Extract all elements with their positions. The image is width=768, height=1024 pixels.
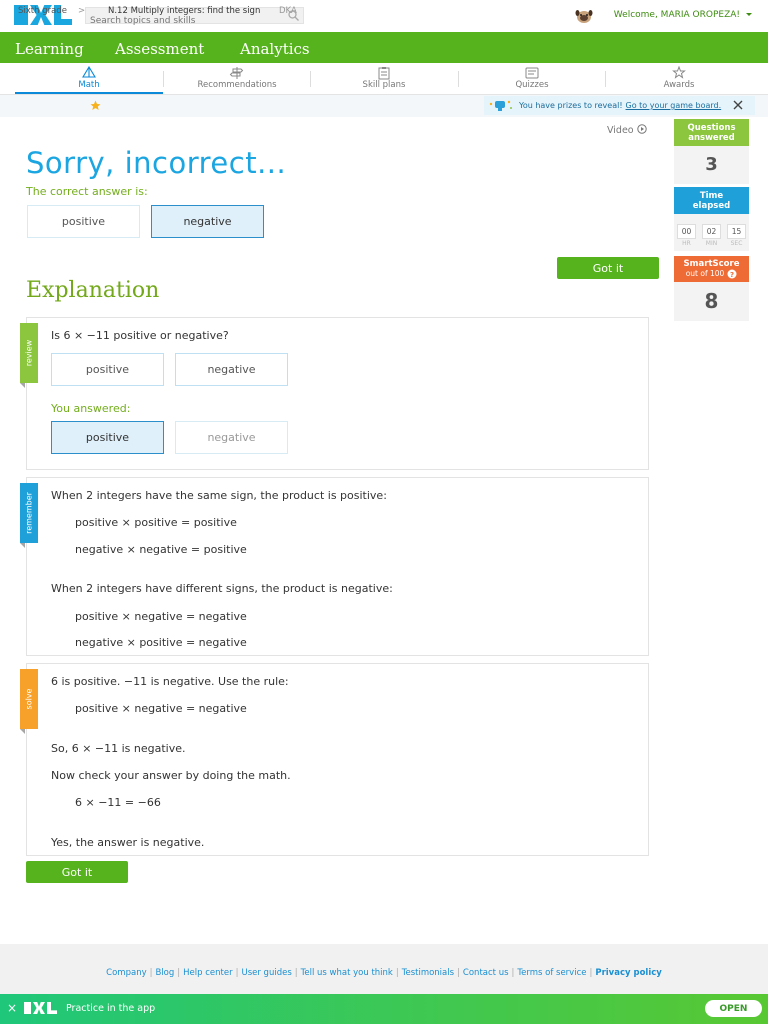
solve-tag bbox=[20, 669, 38, 729]
got-it-button-bottom[interactable]: Got it bbox=[26, 861, 128, 883]
app-banner-close-icon[interactable]: × bbox=[7, 1001, 18, 1015]
answer-option-negative: negative bbox=[151, 205, 264, 238]
rule-same-sign: When 2 integers have the same sign, the product is positive: bbox=[51, 489, 387, 502]
time-elapsed-text: Time elapsed bbox=[692, 190, 731, 211]
footer-separator: | bbox=[395, 968, 399, 978]
footer-link-feedback[interactable]: Tell us what you think bbox=[300, 968, 393, 978]
subtab-quizzes[interactable] bbox=[458, 63, 606, 94]
rule-equation: negative × negative = positive bbox=[75, 543, 247, 556]
solve-equation: positive × negative = negative bbox=[75, 702, 247, 715]
smartscore-label: SmartScore bbox=[683, 259, 740, 269]
trophy-icon bbox=[487, 98, 515, 114]
welcome-text: Welcome, MARIA OROPEZA! bbox=[613, 10, 740, 20]
game-board-link[interactable]: Go to your game board. bbox=[625, 101, 722, 110]
welcome-menu[interactable] bbox=[614, 10, 754, 20]
subtab-awards[interactable] bbox=[605, 63, 753, 94]
questions-answered-value: 3 bbox=[674, 146, 749, 184]
solve-step: So, 6 × −11 is negative. bbox=[51, 742, 186, 755]
quiz-icon bbox=[524, 66, 540, 80]
tab-assessment[interactable]: Assessment bbox=[115, 40, 205, 58]
subtab-label: Recommendations bbox=[197, 80, 277, 90]
questions-answered-label bbox=[674, 119, 749, 146]
remember-card bbox=[26, 477, 649, 656]
got-it-button-top[interactable]: Got it bbox=[557, 257, 659, 279]
breadcrumb-separator: > bbox=[78, 6, 86, 16]
footer-link-terms[interactable]: Terms of service bbox=[517, 968, 587, 978]
solve-step: Now check your answer by doing the math. bbox=[51, 769, 291, 782]
solve-equation: 6 × −11 = −66 bbox=[75, 796, 161, 809]
timer-unit: SEC bbox=[730, 240, 743, 247]
footer-link-user-guides[interactable]: User guides bbox=[241, 968, 292, 978]
top-bar bbox=[0, 0, 768, 32]
solve-step: 6 is positive. −11 is negative. Use the rule: bbox=[51, 675, 289, 688]
timer-hours: 00 bbox=[677, 224, 696, 239]
smartscore-sub: out of 100 bbox=[685, 269, 725, 278]
award-icon bbox=[671, 66, 687, 80]
footer-link-privacy[interactable]: Privacy policy bbox=[595, 968, 662, 978]
solve-conclusion: Yes, the answer is negative. bbox=[51, 836, 205, 849]
answer-option-positive: positive bbox=[27, 205, 140, 238]
prize-banner bbox=[484, 96, 755, 115]
subtab-label: Quizzes bbox=[515, 80, 549, 90]
video-link[interactable] bbox=[607, 124, 647, 136]
prize-text: You have prizes to reveal! bbox=[519, 101, 623, 110]
subtab-label: Skill plans bbox=[362, 80, 406, 90]
subtab-skill-plans[interactable] bbox=[310, 63, 458, 94]
pyramid-icon bbox=[81, 66, 97, 80]
footer-separator: | bbox=[511, 968, 515, 978]
play-icon bbox=[637, 124, 647, 134]
explanation-title: Explanation bbox=[26, 278, 160, 303]
star-icon[interactable] bbox=[90, 100, 101, 111]
footer-link-contact[interactable]: Contact us bbox=[462, 968, 509, 978]
open-app-button[interactable]: OPEN bbox=[705, 1000, 762, 1017]
timer-unit: HR bbox=[682, 240, 691, 247]
skill-code: DKA bbox=[279, 6, 297, 16]
footer-link-testimonials[interactable]: Testimonials bbox=[401, 968, 455, 978]
footer-link-blog[interactable]: Blog bbox=[155, 968, 175, 978]
smartscore-value: 8 bbox=[674, 282, 749, 321]
time-elapsed-label bbox=[674, 187, 749, 214]
questions-answered-text: Questions answered bbox=[687, 122, 736, 143]
review-option-positive: positive bbox=[51, 353, 164, 386]
remember-tag-label: remember bbox=[24, 492, 34, 534]
tab-learning[interactable]: Learning bbox=[15, 40, 84, 58]
your-answer-positive: positive bbox=[51, 421, 164, 454]
footer-separator: | bbox=[457, 968, 460, 978]
sub-nav bbox=[0, 63, 768, 95]
review-option-negative: negative bbox=[175, 353, 288, 386]
solve-card bbox=[26, 663, 649, 856]
timer-seconds: 15 bbox=[727, 224, 746, 239]
subtab-label: Math bbox=[78, 80, 100, 90]
review-question: Is 6 × −11 positive or negative? bbox=[51, 329, 229, 342]
timer-unit: MIN bbox=[705, 240, 718, 247]
close-icon[interactable] bbox=[733, 100, 743, 110]
subtab-recommendations[interactable] bbox=[163, 63, 311, 94]
avatar[interactable] bbox=[573, 6, 595, 24]
help-icon[interactable] bbox=[727, 269, 737, 279]
tab-analytics[interactable]: Analytics bbox=[240, 40, 310, 58]
footer-link-company[interactable]: Company bbox=[106, 968, 147, 978]
rule-equation: positive × positive = positive bbox=[75, 516, 237, 529]
footer-separator: | bbox=[149, 968, 153, 978]
you-answered-label: You answered: bbox=[51, 402, 131, 415]
footer-separator: | bbox=[177, 968, 181, 978]
correct-answer-label: The correct answer is: bbox=[26, 185, 148, 198]
smartscore-header bbox=[674, 256, 749, 282]
rule-equation: negative × positive = negative bbox=[75, 636, 247, 649]
rule-equation: positive × negative = negative bbox=[75, 610, 247, 623]
chevron-down-icon bbox=[744, 11, 754, 19]
svg-text:?: ? bbox=[730, 270, 735, 279]
subtab-label: Awards bbox=[663, 80, 695, 90]
clipboard-icon bbox=[376, 66, 392, 80]
footer-link-help-center[interactable]: Help center bbox=[183, 968, 233, 978]
breadcrumb-skill: N.12 Multiply integers: find the sign bbox=[108, 6, 261, 16]
review-tag bbox=[20, 323, 38, 383]
app-banner-text: Practice in the app bbox=[66, 1003, 156, 1014]
footer-links bbox=[0, 968, 768, 978]
signpost-icon bbox=[229, 66, 245, 80]
timer-minutes: 02 bbox=[702, 224, 721, 239]
footer-separator: | bbox=[235, 968, 239, 978]
remember-tag bbox=[20, 483, 38, 543]
review-tag-label: review bbox=[24, 339, 34, 367]
rule-different-sign: When 2 integers have different signs, the product is negative: bbox=[51, 582, 393, 595]
result-heading: Sorry, incorrect... bbox=[26, 146, 287, 180]
app-banner-logo bbox=[24, 1002, 57, 1014]
footer-separator: | bbox=[294, 968, 298, 978]
footer-separator: | bbox=[589, 968, 593, 978]
your-answer-negative: negative bbox=[175, 421, 288, 454]
subtab-math[interactable] bbox=[15, 63, 163, 94]
video-label: Video bbox=[607, 125, 634, 136]
solve-tag-label: solve bbox=[24, 688, 34, 710]
breadcrumb-grade[interactable]: Sixth grade bbox=[18, 6, 67, 16]
